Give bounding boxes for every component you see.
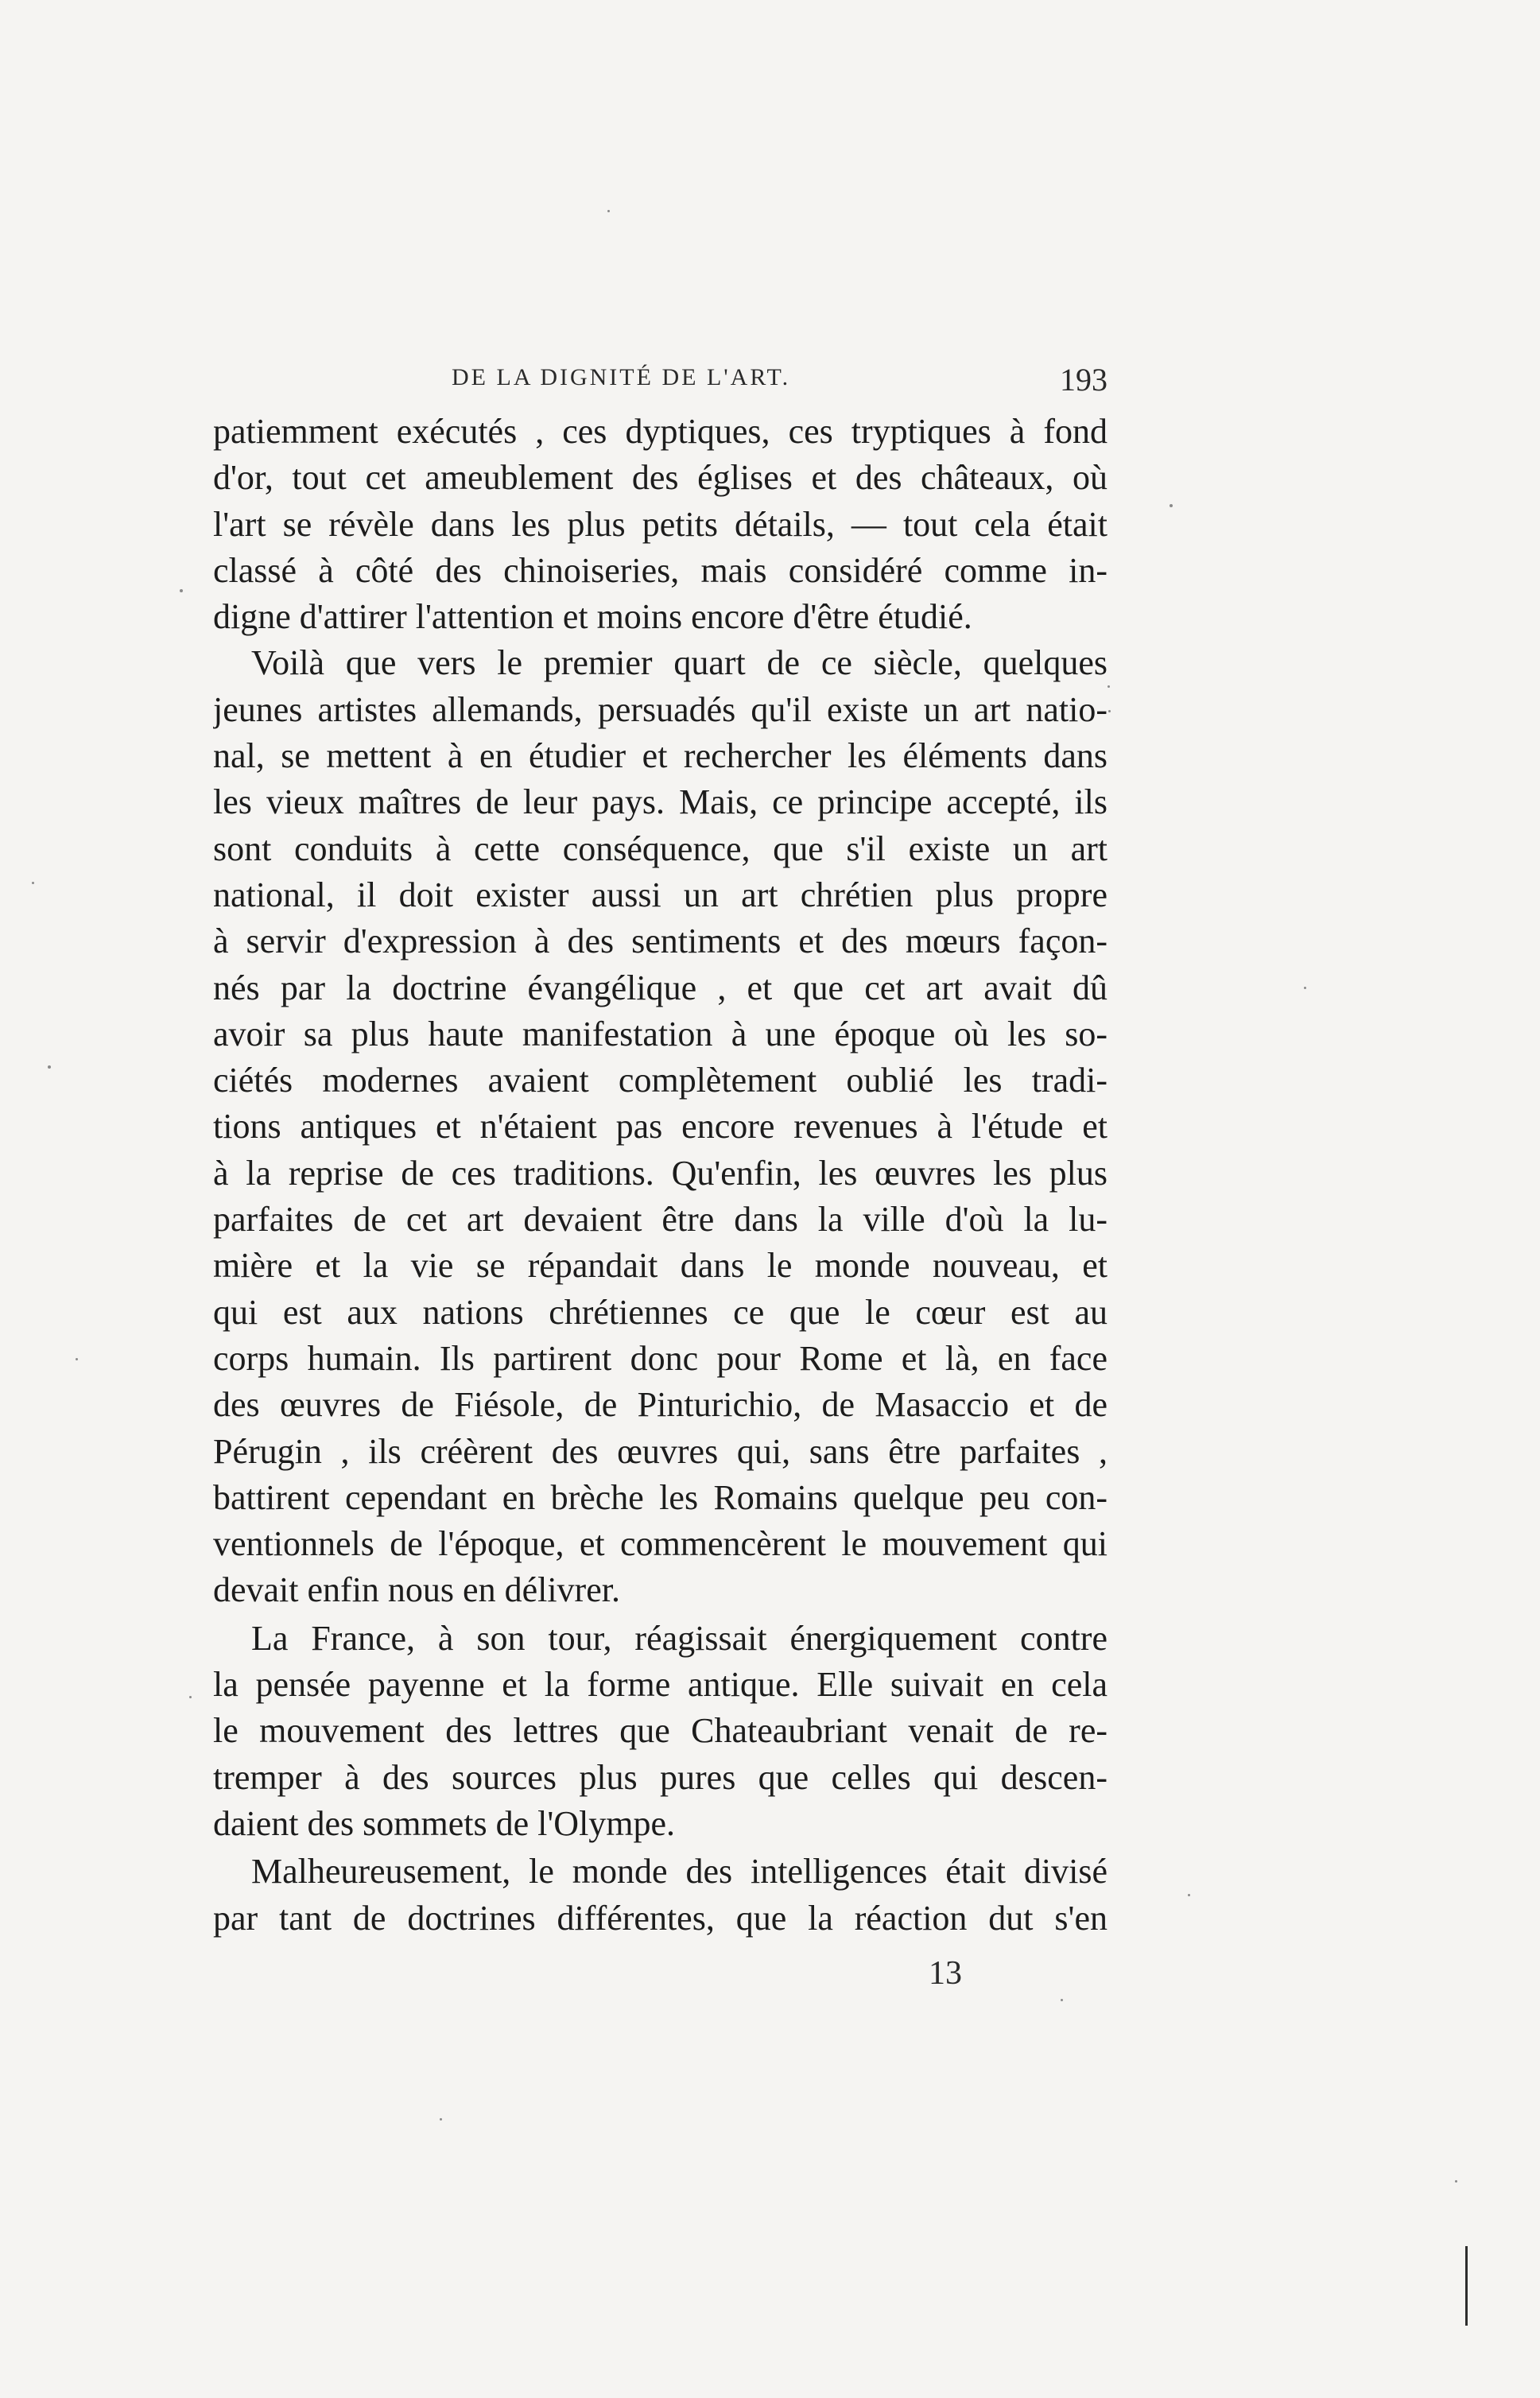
text-line: à la reprise de ces traditions. Qu'enfin, les œuvres les plus [213, 1153, 1107, 1193]
text-line: nés par la doctrine évangélique , et que cet art avait dû [213, 968, 1107, 1007]
paragraph-start-line: Malheureusement, le monde des intelligences était divisé [251, 1852, 1107, 1892]
text-line: tions antiques et n'étaient pas encore revenues à l'étude et [213, 1107, 1107, 1147]
text-line: ciétés modernes avaient complètement oublié les tradi- [213, 1061, 1107, 1100]
text-line: parfaites de cet art devaient être dans la ville d'où la lu- [213, 1200, 1107, 1240]
text-line: sont conduits à cette conséquence, que s'il existe un art [213, 828, 1107, 868]
text-line: classé à côté des chinoiseries, mais considéré comme in- [213, 550, 1107, 590]
text-line: d'or, tout cet ameublement des églises et des châteaux, où [213, 458, 1107, 498]
text-line: qui est aux nations chrétiennes ce que le cœur est au [213, 1292, 1107, 1332]
paper-speck [180, 589, 183, 592]
text-line: avoir sa plus haute manifestation à une époque où les so- [213, 1014, 1107, 1053]
running-head [213, 361, 1107, 409]
paragraph-start-line: Voilà que vers le premier quart de ce siècle, quelques [251, 643, 1107, 683]
paper-speck [440, 2118, 442, 2121]
paper-speck [189, 1696, 192, 1698]
body-text [213, 409, 1107, 1942]
text-line: nal, se mettent à en étudier et rechercher les éléments dans [213, 736, 1107, 776]
text-line: les vieux maîtres de leur pays. Mais, ce principe accepté, ils [213, 782, 1107, 822]
text-line: tremper à des sources plus pures que celles qui descen- [213, 1757, 1107, 1797]
paper-speck [1188, 1894, 1190, 1896]
paper-speck [1170, 504, 1173, 507]
paper-speck [1108, 710, 1111, 712]
signature-mark: 13 [929, 1955, 962, 1992]
paper-speck [1107, 685, 1110, 688]
text-line: digne d'attirer l'attention et moins encore d'être étudié. [213, 597, 972, 637]
page-number: 193 [1060, 362, 1107, 398]
text-line: la pensée payenne et la forme antique. Elle suivait en cela [213, 1665, 1107, 1705]
text-line: devait enfin nous en délivrer. [213, 1570, 620, 1610]
running-title: DE LA DIGNITÉ DE L'ART. [452, 364, 791, 390]
text-line: jeunes artistes allemands, persuadés qu'il existe un art natio- [213, 689, 1107, 729]
text-line: l'art se révèle dans les plus petits détails, — tout cela était [213, 504, 1107, 544]
text-line: daient des sommets de l'Olympe. [213, 1803, 676, 1843]
text-line: le mouvement des lettres que Chateaubriant venait de re- [213, 1711, 1107, 1751]
edge-mark [1465, 2246, 1468, 2326]
paper-speck [48, 1065, 51, 1069]
text-line: par tant de doctrines différentes, que la réaction dut s'en [213, 1898, 1107, 1938]
paper-speck [32, 882, 34, 884]
paragraph-start-line: La France, à son tour, réagissait énergiquement contre [251, 1618, 1107, 1658]
text-line: patiemment exécutés , ces dyptiques, ces tryptiques à fond [213, 412, 1107, 451]
text-line: des œuvres de Fiésole, de Pinturichio, de Masaccio et de [213, 1385, 1107, 1425]
paper-speck [1304, 987, 1306, 989]
paper-speck [1061, 1999, 1063, 2001]
text-line: national, il doit exister aussi un art chrétien plus propre [213, 875, 1107, 914]
text-line: ventionnels de l'époque, et commencèrent le mouvement qui [213, 1524, 1107, 1564]
text-line: corps humain. Ils partirent donc pour Rome et là, en face [213, 1338, 1107, 1378]
paper-speck [1455, 2180, 1457, 2183]
text-line: à servir d'expression à des sentiments et des mœurs façon- [213, 922, 1107, 961]
text-line: mière et la vie se répandait dans le monde nouveau, et [213, 1246, 1107, 1286]
text-line: Pérugin , ils créèrent des œuvres qui, sans être parfaites , [213, 1431, 1107, 1471]
paper-speck [607, 210, 610, 212]
paper-speck [76, 1358, 78, 1360]
text-line: battirent cependant en brèche les Romains quelque peu con- [213, 1477, 1107, 1517]
